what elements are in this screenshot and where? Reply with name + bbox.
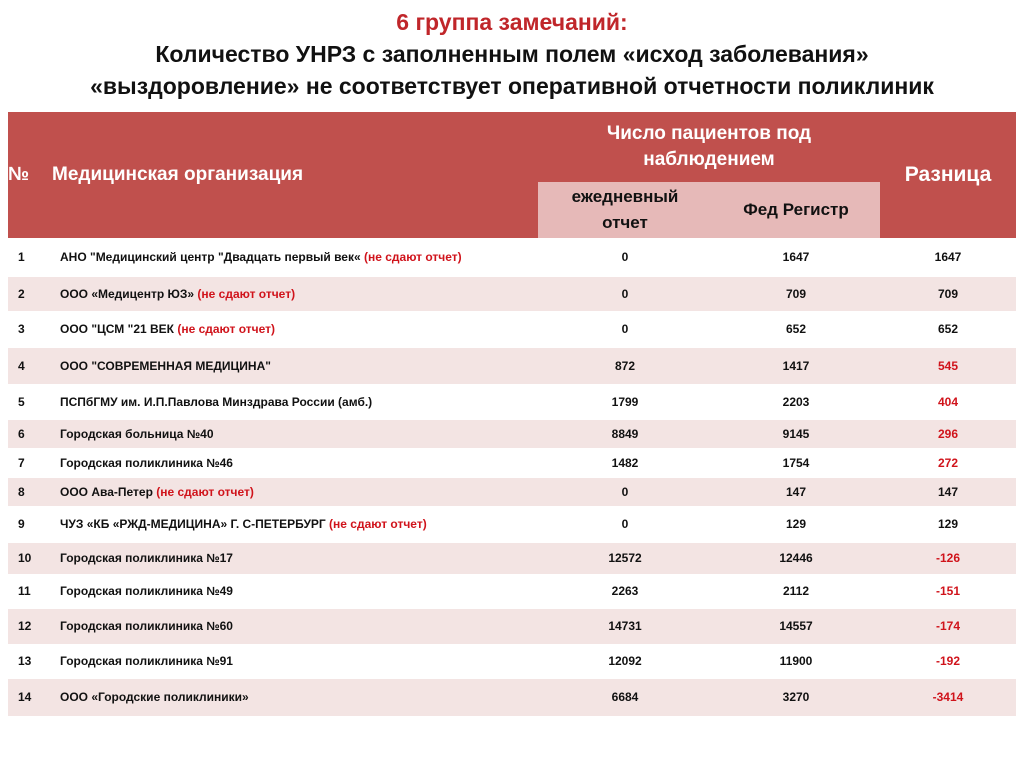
row-difference: 709 (880, 276, 1016, 311)
organization-name: ООО "ЦСМ "21 ВЕК (60, 322, 174, 336)
row-organization (52, 448, 538, 477)
row-fed-register: 1754 (712, 448, 880, 477)
row-daily-report: 2263 (538, 574, 712, 608)
header-daily-report-text: ежедневный отчет (571, 187, 679, 232)
row-organization (52, 506, 538, 542)
row-number: 14 (8, 678, 52, 716)
row-number: 5 (8, 384, 52, 419)
header-organization: Медицинская организация (52, 112, 538, 238)
table-row (8, 419, 1016, 448)
row-number: 13 (8, 644, 52, 678)
row-difference: 296 (880, 419, 1016, 448)
title-line-1: Количество УНРЗ с заполненным полем «исход заболевания» (155, 41, 869, 67)
row-number: 6 (8, 419, 52, 448)
no-report-note: (не сдают отчет) (194, 286, 296, 301)
table-row (8, 678, 1016, 716)
row-daily-report: 872 (538, 347, 712, 384)
row-fed-register: 2112 (712, 574, 880, 608)
row-difference: 404 (880, 384, 1016, 419)
row-fed-register: 709 (712, 276, 880, 311)
title-line-2: «выздоровление» не соответствует оперативной отчетности поликлиник (90, 73, 934, 99)
no-report-note: (не сдают отчет) (152, 484, 254, 499)
row-daily-report: 14731 (538, 608, 712, 644)
organization-name: ООО "СОВРЕМЕННАЯ МЕДИЦИНА" (60, 358, 271, 373)
row-number: 7 (8, 448, 52, 477)
row-fed-register: 9145 (712, 419, 880, 448)
row-difference: 652 (880, 311, 1016, 347)
row-daily-report: 1799 (538, 384, 712, 419)
row-number: 10 (8, 542, 52, 574)
row-daily-report: 1482 (538, 448, 712, 477)
row-daily-report: 12092 (538, 644, 712, 678)
table-row (8, 574, 1016, 608)
row-daily-report: 0 (538, 311, 712, 347)
header-patients (538, 112, 880, 182)
row-fed-register: 2203 (712, 384, 880, 419)
table-row (8, 276, 1016, 311)
table-row (8, 448, 1016, 477)
table-row (8, 238, 1016, 276)
row-difference: 1647 (880, 238, 1016, 276)
table-row (8, 477, 1016, 506)
row-fed-register: 11900 (712, 644, 880, 678)
organization-name: АНО "Медицинский центр "Двадцать первый век« (60, 249, 361, 264)
row-organization (52, 574, 538, 608)
row-organization (52, 238, 538, 276)
row-difference: 272 (880, 448, 1016, 477)
header-fed-register: Фед Регистр (712, 182, 880, 238)
row-difference: 545 (880, 347, 1016, 384)
row-fed-register: 3270 (712, 678, 880, 716)
organization-name: ПСПбГМУ им. И.П.Павлова Минздрава России (амб.) (60, 394, 373, 409)
row-organization (52, 542, 538, 574)
organization-name: ООО «Медицентр ЮЗ» (60, 286, 195, 301)
row-difference: -192 (880, 644, 1016, 678)
no-report-note: (не сдают отчет) (360, 249, 462, 264)
row-difference: 147 (880, 477, 1016, 506)
row-daily-report: 0 (538, 506, 712, 542)
row-organization (52, 276, 538, 311)
row-daily-report: 0 (538, 477, 712, 506)
header-patients-text: Число пациентов под наблюдением (606, 123, 812, 170)
organization-name: Городская поликлиника №17 (60, 551, 233, 565)
row-organization (52, 678, 538, 716)
header-number: № (8, 112, 52, 238)
table-row (8, 608, 1016, 644)
row-number: 4 (8, 347, 52, 384)
row-daily-report: 12572 (538, 542, 712, 574)
no-report-note: (не сдают отчет) (174, 322, 275, 336)
row-difference: -126 (880, 542, 1016, 574)
row-difference: -174 (880, 608, 1016, 644)
row-fed-register: 1647 (712, 238, 880, 276)
row-daily-report: 6684 (538, 678, 712, 716)
organization-name: Городская поликлиника №60 (60, 619, 233, 633)
slide-title (0, 6, 1024, 102)
organization-name: ЧУЗ «КБ «РЖД-МЕДИЦИНА» Г. С-ПЕТЕРБУРГ (60, 517, 326, 531)
row-fed-register: 129 (712, 506, 880, 542)
row-daily-report: 0 (538, 276, 712, 311)
table-header (8, 112, 1016, 238)
table-row (8, 542, 1016, 574)
title-group-label: 6 группа замечаний: (396, 9, 628, 35)
row-difference: -151 (880, 574, 1016, 608)
table-row (8, 644, 1016, 678)
row-organization (52, 644, 538, 678)
row-fed-register: 147 (712, 477, 880, 506)
table-row (8, 506, 1016, 542)
organization-name: ООО «Городские поликлиники» (60, 690, 249, 704)
row-difference: -3414 (880, 678, 1016, 716)
table-row (8, 311, 1016, 347)
row-organization (52, 419, 538, 448)
row-daily-report: 8849 (538, 419, 712, 448)
row-organization (52, 477, 538, 506)
no-report-note: (не сдают отчет) (325, 517, 427, 531)
row-number: 9 (8, 506, 52, 542)
row-organization (52, 347, 538, 384)
row-number: 2 (8, 276, 52, 311)
row-difference: 129 (880, 506, 1016, 542)
organization-name: Городская поликлиника №46 (60, 455, 233, 470)
organization-name: Городская поликлиника №49 (60, 584, 233, 598)
row-number: 1 (8, 238, 52, 276)
row-fed-register: 652 (712, 311, 880, 347)
table-body (8, 238, 1016, 716)
data-table (8, 112, 1016, 717)
row-number: 11 (8, 574, 52, 608)
row-number: 12 (8, 608, 52, 644)
header-difference: Разница (880, 112, 1016, 238)
row-number: 3 (8, 311, 52, 347)
row-number: 8 (8, 477, 52, 506)
row-fed-register: 1417 (712, 347, 880, 384)
organization-name: ООО Ава-Петер (60, 484, 153, 499)
row-organization (52, 311, 538, 347)
row-fed-register: 14557 (712, 608, 880, 644)
table-row (8, 347, 1016, 384)
organization-name: Городская больница №40 (60, 426, 214, 441)
header-daily-report (538, 182, 712, 238)
row-fed-register: 12446 (712, 542, 880, 574)
organization-name: Городская поликлиника №91 (60, 654, 233, 668)
table-row (8, 384, 1016, 419)
row-organization (52, 608, 538, 644)
row-daily-report: 0 (538, 238, 712, 276)
row-organization (52, 384, 538, 419)
